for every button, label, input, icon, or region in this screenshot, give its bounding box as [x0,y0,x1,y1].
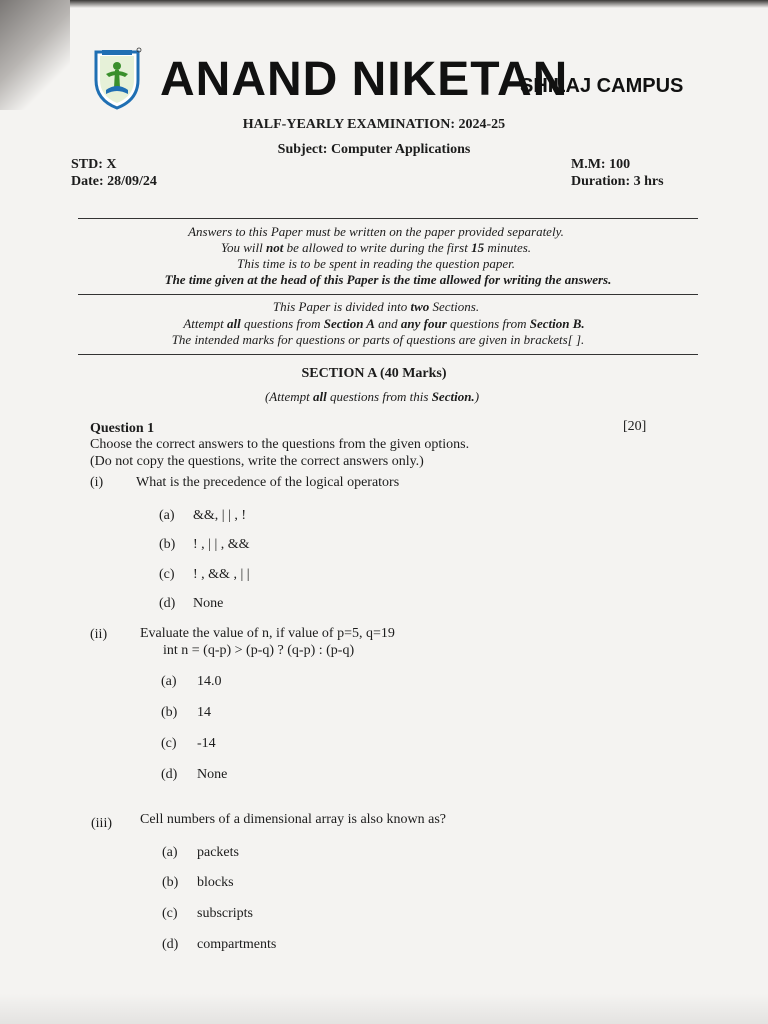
divider-rule [78,354,698,355]
option-text: blocks [197,875,234,890]
question-marks: [20] [623,419,647,434]
instruction-line: The time given at the head of this Paper is the time allowed for writing the answers. [164,272,612,287]
section-note: (Attempt all questions from this Section.) [264,389,480,404]
option-text: packets [197,845,239,860]
option-text: ! , | | , && [193,537,250,552]
page-corner-shadow [0,0,70,110]
school-logo-icon [92,46,142,110]
item-code: int n = (q-p) > (p-q) ? (q-p) : (p-q) [163,643,355,658]
option-text: None [193,596,224,611]
option-text: 14 [197,705,211,720]
item-number: (i) [90,475,104,490]
instruction-line: Answers to this Paper must be written on the paper provided separately. [188,224,564,239]
option-text: &&, | | , ! [193,508,247,523]
instruction-line: This Paper is divided into two Sections. [272,299,480,314]
duration-label: Duration: 3 hrs [571,174,664,189]
max-marks-label: M.M: 100 [571,157,631,172]
item-text: Cell numbers of a dimensional array is also known as? [140,812,446,827]
school-name: ANAND NIKETAN [160,53,569,106]
option-label: (b) [162,875,179,890]
option-label: (b) [161,705,178,720]
option-text: subscripts [197,906,253,921]
instruction-line: You will not be allowed to write during the first 15 minutes. [220,240,532,255]
date-label: Date: 28/09/24 [71,174,157,189]
section-title: SECTION A (40 Marks) [301,366,447,381]
option-label: (d) [159,596,176,611]
item-number: (iii) [91,816,112,831]
item-text: What is the precedence of the logical operators [136,475,400,490]
divider-rule [78,218,698,219]
page-top-shadow [0,0,768,8]
exam-title: HALF-YEARLY EXAMINATION: 2024-25 [242,117,506,132]
option-text: -14 [197,736,216,751]
question-instruction: Choose the correct answers to the questions from the given options. [90,437,470,452]
instruction-line: Attempt all questions from Section A and any four questions from Section B. [183,316,585,331]
instruction-line: The intended marks for questions or parts of questions are given in brackets[ ]. [171,332,585,347]
option-text: compartments [197,937,277,952]
option-label: (c) [162,906,178,921]
option-text: None [197,767,228,782]
item-number: (ii) [90,627,108,642]
question-title: Question 1 [90,421,155,436]
subject-title: Subject: Computer Applications [277,142,471,157]
option-label: (c) [159,567,175,582]
item-text: Evaluate the value of n, if value of p=5, q=19 [140,626,395,641]
option-text: 14.0 [197,674,222,689]
question-instruction: (Do not copy the questions, write the correct answers only.) [90,454,424,469]
option-label: (b) [159,537,176,552]
option-label: (c) [161,736,177,751]
option-label: (a) [161,674,177,689]
instruction-line: This time is to be spent in reading the question paper. [237,256,515,271]
option-label: (d) [161,767,178,782]
option-label: (a) [162,845,178,860]
campus-name: SHILAJ CAMPUS [520,75,684,97]
page-bottom-shadow [0,994,768,1024]
standard-label: STD: X [71,157,117,172]
option-label: (a) [159,508,175,523]
option-label: (d) [162,937,179,952]
divider-rule [78,294,698,295]
option-text: ! , && , | | [193,567,250,582]
